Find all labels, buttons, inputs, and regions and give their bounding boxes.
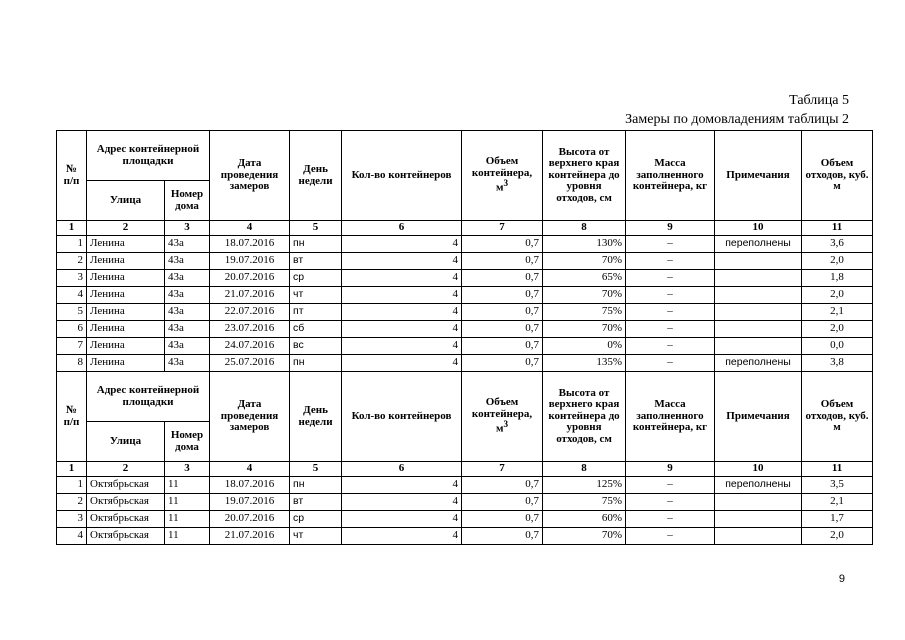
house-cell: 43а: [165, 321, 210, 338]
waste-cell: 3,5: [802, 477, 873, 494]
column-number: 8: [543, 462, 626, 477]
column-number: 5: [290, 221, 342, 236]
row-number: 6: [57, 321, 87, 338]
count-cell: 4: [342, 270, 462, 287]
mass-cell: –: [626, 321, 715, 338]
column-number: 2: [87, 462, 165, 477]
date-cell: 21.07.2016: [210, 528, 290, 545]
mass-cell: –: [626, 304, 715, 321]
day-cell: пн: [290, 355, 342, 372]
column-number: 9: [626, 462, 715, 477]
street-cell: Октябрьская: [87, 511, 165, 528]
row-number: 8: [57, 355, 87, 372]
mass-cell: –: [626, 236, 715, 253]
header-row: [57, 372, 873, 422]
waste-cell: 2,1: [802, 304, 873, 321]
street-cell: Ленина: [87, 338, 165, 355]
table-row: [57, 253, 873, 270]
date-cell: 23.07.2016: [210, 321, 290, 338]
row-number: 3: [57, 270, 87, 287]
header-street: Улица: [87, 181, 165, 221]
count-cell: 4: [342, 355, 462, 372]
day-cell: вт: [290, 253, 342, 270]
waste-cell: 2,1: [802, 494, 873, 511]
street-cell: Ленина: [87, 321, 165, 338]
height-cell: 65%: [543, 270, 626, 287]
table-title: Замеры по домовладениям таблицы 2: [625, 112, 849, 127]
row-number: 1: [57, 236, 87, 253]
column-number: 8: [543, 221, 626, 236]
row-number: 5: [57, 304, 87, 321]
count-cell: 4: [342, 253, 462, 270]
house-cell: 43а: [165, 270, 210, 287]
height-cell: 70%: [543, 253, 626, 270]
count-cell: 4: [342, 338, 462, 355]
volume-cell: 0,7: [462, 355, 543, 372]
mass-cell: –: [626, 287, 715, 304]
mass-cell: –: [626, 338, 715, 355]
column-number: 9: [626, 221, 715, 236]
header-house: Номер дома: [165, 422, 210, 462]
table-row: [57, 477, 873, 494]
column-number: 6: [342, 462, 462, 477]
street-cell: Ленина: [87, 287, 165, 304]
day-cell: вт: [290, 494, 342, 511]
column-number: 3: [165, 221, 210, 236]
house-cell: 43а: [165, 287, 210, 304]
date-cell: 18.07.2016: [210, 236, 290, 253]
note-cell: [715, 253, 802, 270]
date-cell: 19.07.2016: [210, 253, 290, 270]
house-cell: 11: [165, 494, 210, 511]
street-cell: Октябрьская: [87, 477, 165, 494]
header-count: Кол-во контейнеров: [342, 372, 462, 462]
volume-cell: 0,7: [462, 477, 543, 494]
day-cell: пн: [290, 477, 342, 494]
volume-cell: 0,7: [462, 287, 543, 304]
house-cell: 43а: [165, 253, 210, 270]
count-cell: 4: [342, 494, 462, 511]
row-number: 7: [57, 338, 87, 355]
date-cell: 20.07.2016: [210, 511, 290, 528]
table-row: [57, 304, 873, 321]
waste-cell: 3,8: [802, 355, 873, 372]
waste-cell: 3,6: [802, 236, 873, 253]
header-notes: Примечания: [715, 131, 802, 221]
count-cell: 4: [342, 304, 462, 321]
date-cell: 24.07.2016: [210, 338, 290, 355]
note-cell: [715, 338, 802, 355]
street-cell: Октябрьская: [87, 528, 165, 545]
day-cell: пт: [290, 304, 342, 321]
column-number: 1: [57, 462, 87, 477]
date-cell: 22.07.2016: [210, 304, 290, 321]
table-row: [57, 511, 873, 528]
table-row: [57, 528, 873, 545]
header-height: Высота от верхнего края контейнера до уровня отходов, см: [543, 131, 626, 221]
header-volume-sup: 3: [503, 178, 509, 189]
column-number: 4: [210, 462, 290, 477]
count-cell: 4: [342, 477, 462, 494]
volume-cell: 0,7: [462, 511, 543, 528]
house-cell: 43а: [165, 338, 210, 355]
height-cell: 75%: [543, 304, 626, 321]
house-cell: 43а: [165, 355, 210, 372]
row-number: 3: [57, 511, 87, 528]
street-cell: Ленина: [87, 355, 165, 372]
waste-cell: 2,0: [802, 253, 873, 270]
column-number: 7: [462, 462, 543, 477]
column-number: 10: [715, 462, 802, 477]
header-volume: [462, 372, 543, 462]
height-cell: 135%: [543, 355, 626, 372]
note-cell: переполнены: [715, 236, 802, 253]
row-number: 4: [57, 528, 87, 545]
day-cell: ср: [290, 511, 342, 528]
table-row: [57, 355, 873, 372]
header-day: День недели: [290, 372, 342, 462]
volume-cell: 0,7: [462, 304, 543, 321]
volume-cell: 0,7: [462, 494, 543, 511]
house-cell: 43а: [165, 304, 210, 321]
mass-cell: –: [626, 270, 715, 287]
column-number-row: [57, 221, 873, 236]
column-number: 10: [715, 221, 802, 236]
header-street: Улица: [87, 422, 165, 462]
column-number: 1: [57, 221, 87, 236]
note-cell: переполнены: [715, 355, 802, 372]
street-cell: Ленина: [87, 304, 165, 321]
header-date: Дата проведения замеров: [210, 131, 290, 221]
table-row: [57, 270, 873, 287]
header-volume-sup: 3: [503, 419, 509, 430]
street-cell: Ленина: [87, 236, 165, 253]
note-cell: [715, 287, 802, 304]
column-number: 11: [802, 221, 873, 236]
street-cell: Ленина: [87, 253, 165, 270]
header-mass: Масса заполненного контейнера, кг: [626, 131, 715, 221]
waste-cell: 0,0: [802, 338, 873, 355]
header-volume-text: Объем контейнера, м: [471, 396, 533, 436]
table-row: [57, 287, 873, 304]
date-cell: 25.07.2016: [210, 355, 290, 372]
note-cell: [715, 321, 802, 338]
mass-cell: –: [626, 477, 715, 494]
height-cell: 130%: [543, 236, 626, 253]
column-number: 5: [290, 462, 342, 477]
street-cell: Ленина: [87, 270, 165, 287]
date-cell: 20.07.2016: [210, 270, 290, 287]
row-number: 4: [57, 287, 87, 304]
volume-cell: 0,7: [462, 338, 543, 355]
header-address: Адрес контейнерной площадки: [87, 372, 210, 422]
street-cell: Октябрьская: [87, 494, 165, 511]
day-cell: вс: [290, 338, 342, 355]
day-cell: чт: [290, 528, 342, 545]
header-num: № п/п: [57, 372, 87, 462]
date-cell: 18.07.2016: [210, 477, 290, 494]
column-number: 6: [342, 221, 462, 236]
height-cell: 70%: [543, 528, 626, 545]
day-cell: сб: [290, 321, 342, 338]
house-cell: 11: [165, 528, 210, 545]
volume-cell: 0,7: [462, 528, 543, 545]
table-row: [57, 236, 873, 253]
row-number: 2: [57, 494, 87, 511]
waste-cell: 1,7: [802, 511, 873, 528]
note-cell: [715, 511, 802, 528]
note-cell: [715, 270, 802, 287]
note-cell: [715, 528, 802, 545]
header-waste: Объем отходов, куб. м: [802, 372, 873, 462]
table-row: [57, 338, 873, 355]
height-cell: 125%: [543, 477, 626, 494]
row-number: 2: [57, 253, 87, 270]
header-address: Адрес контейнерной площадки: [87, 131, 210, 181]
count-cell: 4: [342, 511, 462, 528]
waste-cell: 1,8: [802, 270, 873, 287]
header-house: Номер дома: [165, 181, 210, 221]
note-cell: [715, 494, 802, 511]
day-cell: чт: [290, 287, 342, 304]
column-number-row: [57, 462, 873, 477]
header-mass: Масса заполненного контейнера, кг: [626, 372, 715, 462]
header-day: День недели: [290, 131, 342, 221]
volume-cell: 0,7: [462, 321, 543, 338]
volume-cell: 0,7: [462, 253, 543, 270]
mass-cell: –: [626, 494, 715, 511]
mass-cell: –: [626, 528, 715, 545]
header-waste: Объем отходов, куб. м: [802, 131, 873, 221]
header-row: [57, 131, 873, 181]
house-cell: 43а: [165, 236, 210, 253]
count-cell: 4: [342, 236, 462, 253]
waste-cell: 2,0: [802, 528, 873, 545]
row-number: 1: [57, 477, 87, 494]
header-num: № п/п: [57, 131, 87, 221]
height-cell: 70%: [543, 287, 626, 304]
column-number: 2: [87, 221, 165, 236]
mass-cell: –: [626, 511, 715, 528]
height-cell: 75%: [543, 494, 626, 511]
column-number: 11: [802, 462, 873, 477]
height-cell: 0%: [543, 338, 626, 355]
note-cell: [715, 304, 802, 321]
date-cell: 19.07.2016: [210, 494, 290, 511]
table-row: [57, 494, 873, 511]
waste-cell: 2,0: [802, 321, 873, 338]
mass-cell: –: [626, 253, 715, 270]
day-cell: пн: [290, 236, 342, 253]
volume-cell: 0,7: [462, 236, 543, 253]
day-cell: ср: [290, 270, 342, 287]
column-number: 7: [462, 221, 543, 236]
mass-cell: –: [626, 355, 715, 372]
table-number: Таблица 5: [789, 93, 849, 108]
waste-cell: 2,0: [802, 287, 873, 304]
column-number: 3: [165, 462, 210, 477]
header-height: Высота от верхнего края контейнера до уровня отходов, см: [543, 372, 626, 462]
header-date: Дата проведения замеров: [210, 372, 290, 462]
house-cell: 11: [165, 477, 210, 494]
height-cell: 70%: [543, 321, 626, 338]
table-row: [57, 321, 873, 338]
height-cell: 60%: [543, 511, 626, 528]
page-number: 9: [838, 573, 845, 585]
count-cell: 4: [342, 287, 462, 304]
header-count: Кол-во контейнеров: [342, 131, 462, 221]
column-number: 4: [210, 221, 290, 236]
note-cell: переполнены: [715, 477, 802, 494]
count-cell: 4: [342, 528, 462, 545]
house-cell: 11: [165, 511, 210, 528]
count-cell: 4: [342, 321, 462, 338]
volume-cell: 0,7: [462, 270, 543, 287]
header-volume-text: Объем контейнера, м: [471, 155, 533, 195]
header-volume: [462, 131, 543, 221]
header-notes: Примечания: [715, 372, 802, 462]
date-cell: 21.07.2016: [210, 287, 290, 304]
measurements-table: [56, 130, 873, 545]
